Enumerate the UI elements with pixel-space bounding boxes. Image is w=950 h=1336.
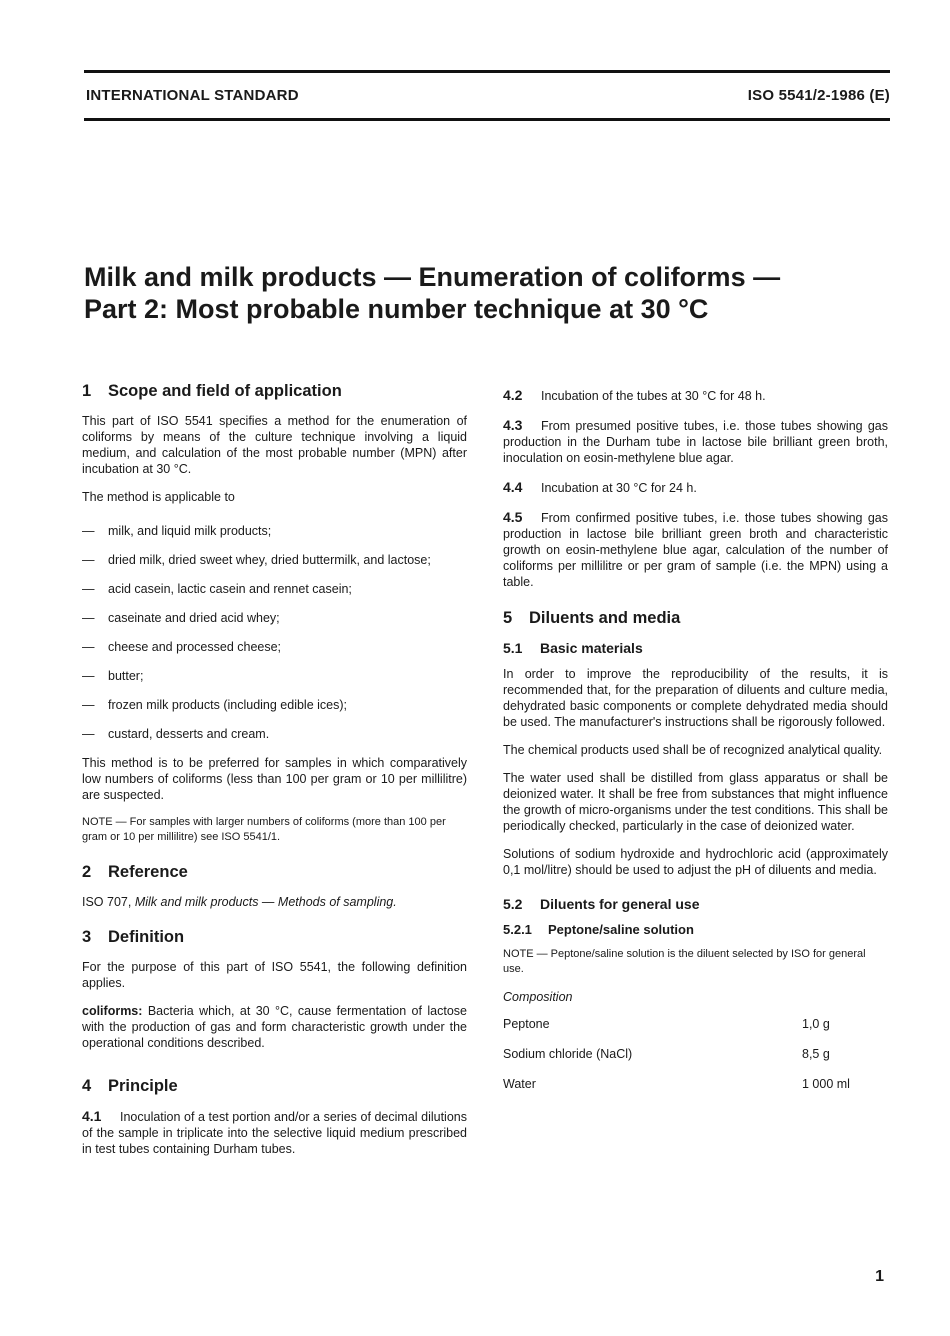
paragraph: The method is applicable to	[82, 490, 235, 504]
document-title	[84, 261, 904, 325]
header-standard-type: INTERNATIONAL STANDARD	[86, 87, 299, 104]
composition-row	[503, 1047, 888, 1061]
subclause-4-2: 4.2 Incubation of the tubes at 30 °C for 48 h.	[503, 387, 766, 403]
section-2-heading	[82, 863, 467, 882]
header-rule-top	[84, 70, 890, 73]
subclause-4-1: 4.1 Inoculation of a test portion and/or a series of decimal dilutions of the sample in triplicate into the selective liquid medium prescribed in test tubes containing Durham tubes.	[82, 1108, 467, 1156]
header-rule-bottom	[84, 118, 890, 121]
left-column	[82, 382, 467, 1170]
list-item: — custard, desserts and cream.	[82, 727, 270, 741]
defined-term: coliforms:	[82, 1004, 143, 1018]
section-title: Scope and field of application	[108, 382, 342, 400]
paragraph: For the purpose of this part of ISO 5541, the following definition applies.	[82, 960, 467, 990]
ingredient-name: Peptone	[503, 1017, 550, 1031]
section-title: Definition	[108, 928, 185, 946]
section-1-heading	[82, 382, 467, 401]
ingredient-name: Sodium chloride (NaCl)	[503, 1047, 633, 1061]
subclause-4-3: 4.3 From presumed positive tubes, i.e. those tubes showing gas production in the Durham tube in lactose bile brilliant green broth, inoculation on eosin-methylene blue agar.	[503, 417, 888, 465]
section-4-heading	[82, 1077, 467, 1096]
reference-entry: ISO 707, Milk and milk products — Methods of sampling.	[82, 895, 397, 909]
paragraph: The chemical products used shall be of recognized analytical quality.	[503, 743, 883, 757]
title-line-1: Milk and milk products — Enumeration of coliforms —	[84, 262, 781, 292]
ingredient-name: Water	[503, 1077, 536, 1091]
list-item: — acid casein, lactic casein and rennet casein;	[82, 582, 352, 596]
subsection-5-2-1-heading: 5.2.1 Peptone/saline solution	[503, 922, 694, 937]
ingredient-amount: 1 000 ml	[802, 1077, 850, 1091]
composition-row	[503, 1077, 888, 1091]
paragraph: This part of ISO 5541 specifies a method for the enumeration of coliforms by means of the culture technique involving a liquid medium, and calculation of the most probable number (MPN) after incubation at 30 °C.	[82, 414, 467, 476]
note: NOTE — For samples with larger numbers of coliforms (more than 100 per gram or 10 per millilitre) see ISO 5541/1.	[82, 816, 446, 843]
list-item: — cheese and processed cheese;	[82, 640, 282, 654]
list-item: — milk, and liquid milk products;	[82, 524, 272, 538]
right-column	[503, 382, 888, 1107]
subsection-5-2-heading: 5.2 Diluents for general use	[503, 896, 700, 912]
section-3-heading	[82, 928, 467, 947]
title-line-2: Part 2: Most probable number technique at 30 °C	[84, 294, 709, 324]
list-item: — dried milk, dried sweet whey, dried buttermilk, and lactose;	[82, 553, 431, 567]
note: NOTE — Peptone/saline solution is the diluent selected by ISO for general use.	[503, 948, 866, 975]
list-item: — butter;	[82, 669, 144, 683]
ingredient-amount: 1,0 g	[802, 1017, 830, 1031]
composition-label: Composition	[503, 990, 573, 1004]
page-number: 1	[875, 1268, 884, 1285]
ingredient-amount: 8,5 g	[802, 1047, 830, 1061]
header-standard-number: ISO 5541/2-1986 (E)	[747, 87, 890, 104]
subsection-5-1-heading: 5.1 Basic materials	[503, 640, 643, 656]
paragraph: Solutions of sodium hydroxide and hydrochloric acid (approximately 0,1 mol/litre) should be used to adjust the pH of diluents and media.	[503, 847, 888, 877]
section-title: Principle	[108, 1077, 178, 1095]
paragraph: In order to improve the reproducibility of the results, it is recommended that, for the preparation of diluents and culture media, dehydrated basic components or complete dehydrated media should be used. The manufacturer's instructions shall be rigorously followed.	[503, 667, 888, 729]
section-5-heading	[503, 609, 888, 628]
section-number: 4	[82, 1077, 92, 1095]
section-title: Diluents and media	[529, 609, 681, 627]
list-item: — caseinate and dried acid whey;	[82, 611, 280, 625]
section-number: 1	[82, 382, 92, 400]
definition: coliforms: Bacteria which, at 30 °C, cause fermentation of lactose with the production of gas and form characteristic growth under the operational conditions described.	[82, 1004, 467, 1050]
section-number: 3	[82, 928, 92, 946]
section-title: Reference	[108, 863, 188, 881]
composition-row	[503, 1017, 888, 1031]
subclause-4-5: 4.5 From confirmed positive tubes, i.e. those tubes showing gas production in lactose bile brilliant green broth and characteristic growth on eosin-methylene blue agar, calculation of the number of coliforms per millilitre or per gram of sample (i.e. the MPN) using a table.	[503, 509, 888, 589]
section-number: 2	[82, 863, 92, 881]
reference-title: Milk and milk products — Methods of sampling.	[134, 895, 397, 909]
subclause-4-4: 4.4 Incubation at 30 °C for 24 h.	[503, 479, 697, 495]
section-number: 5	[503, 609, 513, 627]
paragraph: This method is to be preferred for samples in which comparatively low numbers of coliforms (less than 100 per gram or 10 per millilitre) are suspected.	[82, 756, 467, 802]
list-item: — frozen milk products (including edible ices);	[82, 698, 347, 712]
paragraph: The water used shall be distilled from glass apparatus or shall be deionized water. It shall be free from substances that might influence the growth of micro-organisms under the test conditions. This shall be periodically checked, particularly in the case of deionized water.	[503, 771, 888, 833]
